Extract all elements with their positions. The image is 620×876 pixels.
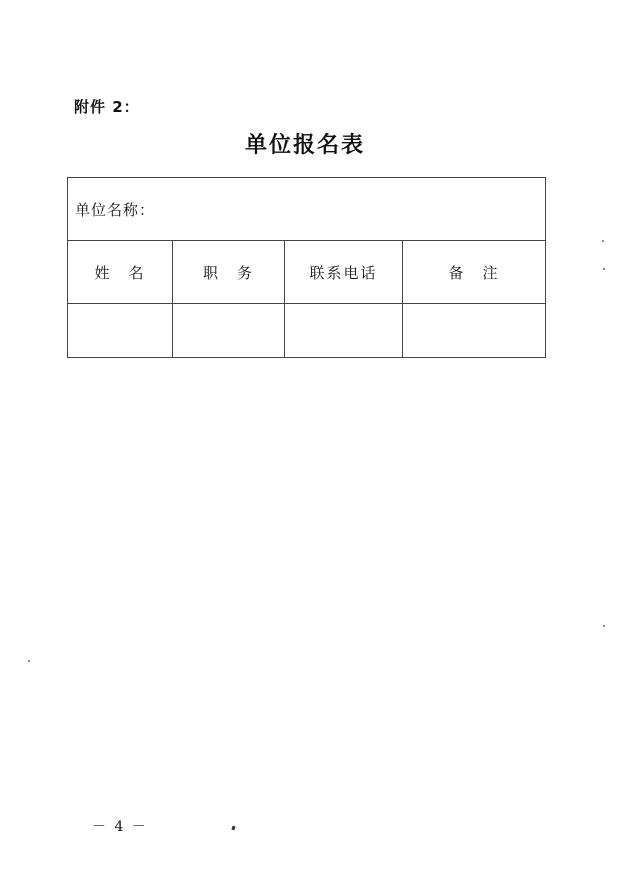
cell-position[interactable] — [173, 304, 285, 358]
cell-phone[interactable] — [285, 304, 403, 358]
table-header-row — [68, 241, 546, 304]
scan-speck — [603, 625, 605, 627]
page-title: 单位报名表 — [244, 133, 365, 158]
attachment-label: 附件 2： — [74, 98, 140, 116]
page-number: － 4 － — [92, 819, 148, 835]
unit-name-row — [68, 178, 546, 241]
scan-speck — [602, 240, 604, 242]
header-name: 姓 名 — [68, 241, 173, 304]
scan-speck — [603, 268, 605, 270]
cell-remarks[interactable] — [403, 304, 546, 358]
unit-name-cell[interactable] — [68, 178, 546, 241]
scan-speck — [28, 660, 30, 662]
cell-name[interactable] — [68, 304, 173, 358]
table-row — [68, 304, 546, 358]
registration-table — [67, 177, 546, 358]
scan-mark — [231, 826, 235, 831]
header-position: 职 务 — [173, 241, 285, 304]
header-remarks: 备 注 — [403, 241, 546, 304]
header-phone: 联系电话 — [285, 241, 403, 304]
unit-name-label: 单位名称： — [75, 200, 156, 219]
